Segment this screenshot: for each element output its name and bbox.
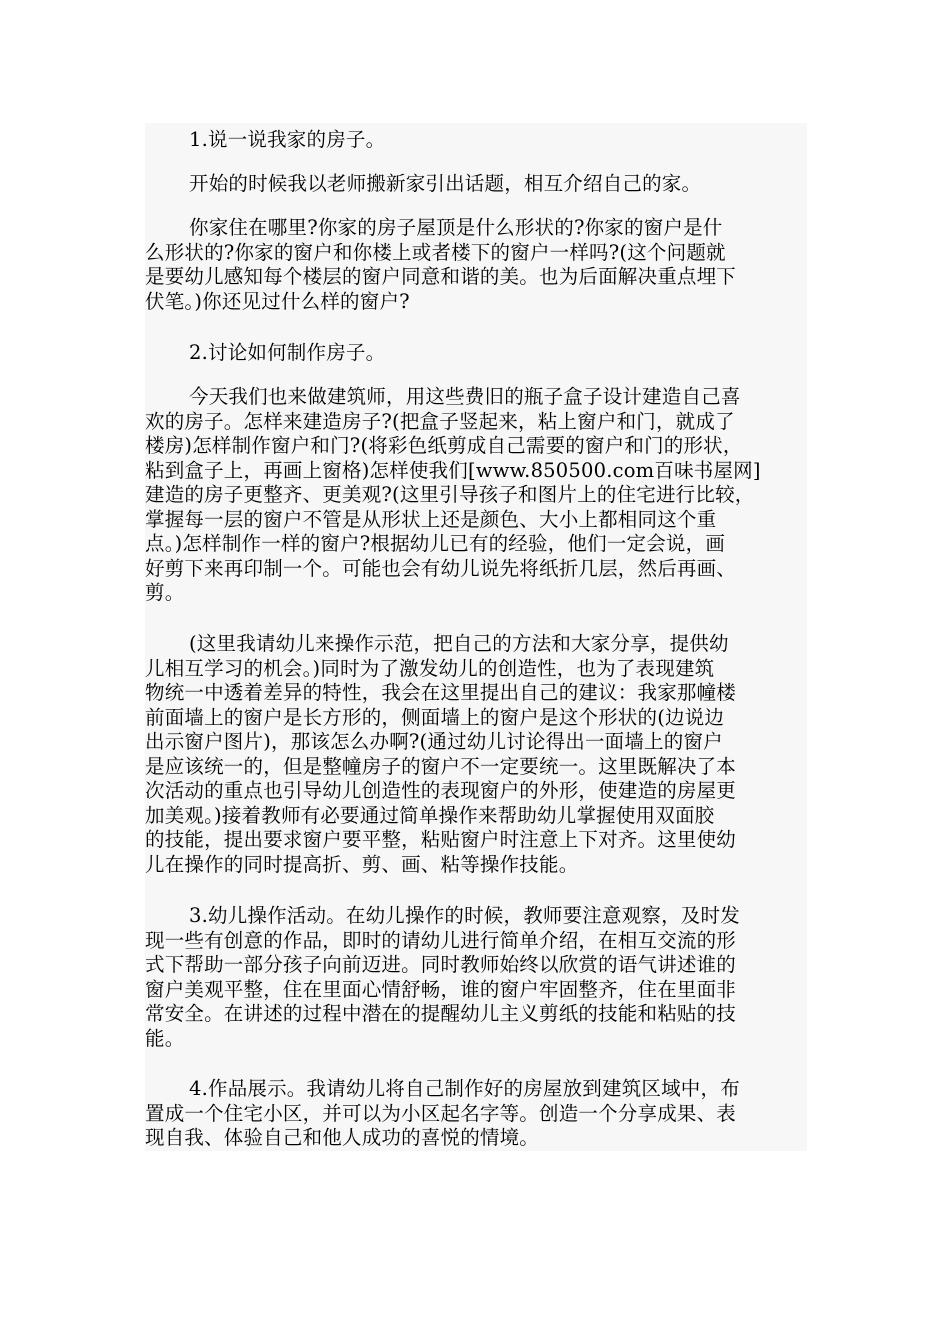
section-heading-1: [145, 128, 807, 153]
paragraph-demonstration: [145, 632, 807, 877]
text-line: 粘到盒子上，再画上窗格)怎样使我们[www.850500.com百味书屋网]: [145, 458, 761, 482]
text-line: 4.作品展示。我请幼儿将自己制作好的房屋放到建筑区域中，布: [189, 1077, 740, 1100]
text-line: 式下帮助一部分孩子向前迈进。同时教师始终以欣赏的语气讲述谁的: [145, 953, 737, 976]
text-line: 是应该统一的，但是整幢房子的窗户不一定要统一。这里既解决了本: [145, 754, 737, 778]
text-line: 的技能，提出要求窗户要平整，粘贴窗户时注意上下对齐。这里使幼: [145, 828, 737, 851]
text-line: 窗户美观平整，住在里面心情舒畅，谁的窗户牢固整齐，住在里面非: [145, 977, 737, 1001]
section-heading-2: [145, 341, 807, 366]
text-line: 现一些有创意的作品，即时的请幼儿进行简单介绍，在相互交流的形: [145, 928, 737, 952]
text-line: 儿在操作的同时提高折、剪、画、粘等操作技能。: [145, 852, 579, 876]
text-line: 出示窗户图片)，那该怎么办啊?(通过幼儿讨论得出一面墙上的窗户: [145, 730, 723, 753]
paragraph-activity: [145, 904, 807, 1051]
text-line: 开始的时候我以老师搬新家引出话题，相互介绍自己的家。: [189, 172, 702, 195]
text-line: 好剪下来再印制一个。可能也会有幼儿说先将纸折几层，然后再画、: [145, 556, 737, 580]
text-line: 能。: [145, 1026, 185, 1050]
text-line: 次活动的重点也引导幼儿创造性的表现窗户的外形，使建造的房屋更: [145, 779, 737, 802]
paragraph-discussion: [145, 385, 807, 606]
text-line: 剪。: [145, 581, 185, 604]
text-line: (这里我请幼儿来操作示范，把自己的方法和大家分享，提供幼: [189, 632, 729, 655]
paragraph-exhibition: [145, 1077, 807, 1151]
text-line: 建造的房子更整齐、更美观?(这里引导孩子和图片上的住宅进行比较，: [145, 483, 755, 506]
text-line: 物统一中透着差异的特性，我会在这里提出自己的建议：我家那幢楼: [145, 681, 737, 704]
text-line: 1.说一说我家的房子。: [189, 128, 386, 151]
text-line: 加美观。)接着教师有必要通过简单操作来帮助幼儿掌握使用双面胶: [145, 803, 715, 827]
text-line: 点。)怎样制作一样的窗户?根据幼儿已有的经验，他们一定会说，画: [145, 532, 726, 555]
text-line: 置成一个住宅小区，并可以为小区起名字等。创造一个分享成果、表: [145, 1101, 737, 1125]
text-line: 现自我、体验自己和他人成功的喜悦的情境。: [145, 1126, 540, 1149]
text-line: 2.讨论如何制作房子。: [189, 341, 386, 364]
text-line: 常安全。在讲述的过程中潜在的提醒幼儿主义剪纸的技能和粘贴的技: [145, 1002, 737, 1025]
text-line: 你家住在哪里?你家的房子屋顶是什么形状的?你家的窗户是什: [189, 216, 723, 239]
text-line: 前面墙上的窗户是长方形的，侧面墙上的窗户是这个形状的(边说边: [145, 705, 725, 729]
text-line: 儿相互学习的机会。)同时为了激发幼儿的创造性，也为了表现建筑: [145, 656, 715, 680]
text-line: 么形状的?你家的窗户和你楼上或者楼下的窗户一样吗?(这个问题就: [145, 240, 726, 264]
text-line: 是要幼儿感知每个楼层的窗户同意和谐的美。也为后面解决重点埋下: [145, 265, 737, 288]
text-line: 掌握每一层的窗户不管是从形状上还是颜色、大小上都相同这个重: [145, 507, 717, 531]
text-line: 伏笔。)你还见过什么样的窗户?: [145, 289, 410, 313]
text-line: 今天我们也来做建筑师，用这些费旧的瓶子盒子设计建造自己喜: [189, 385, 741, 408]
text-line: 楼房)怎样制作窗户和门?(将彩色纸剪成自己需要的窗户和门的形状，: [145, 434, 743, 457]
paragraph-intro: [145, 172, 807, 197]
text-line: 欢的房子。怎样来建造房子?(把盒子竖起来，粘上窗户和门，就成了: [145, 409, 735, 433]
text-line: 3.幼儿操作活动。在幼儿操作的时候，教师要注意观察，及时发: [189, 904, 740, 927]
paragraph-questions: [145, 216, 807, 314]
